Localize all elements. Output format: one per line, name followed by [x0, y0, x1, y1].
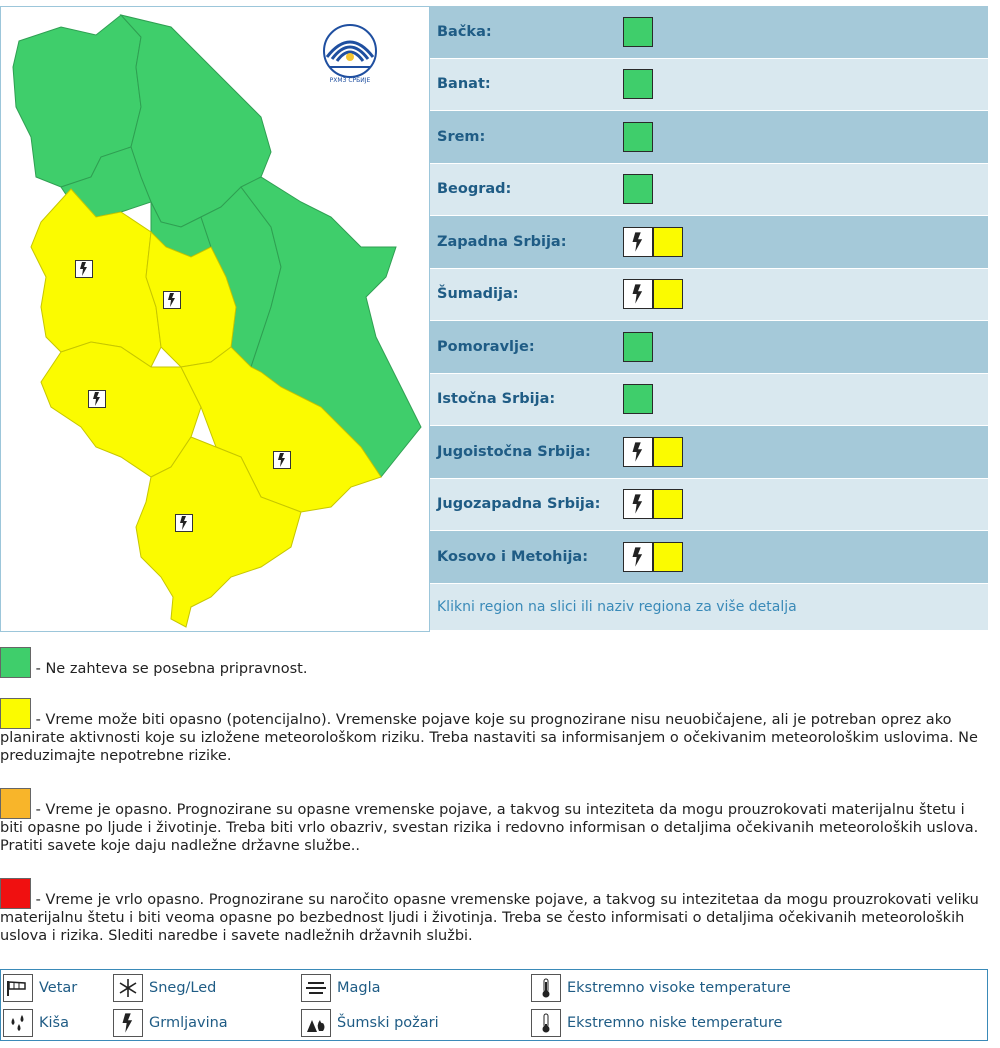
region-name-link[interactable]: Kosovo i Metohija: [437, 548, 589, 565]
region-name-link[interactable]: Srem: [437, 128, 486, 145]
fog-icon [301, 974, 331, 1002]
map-lightning-icon [163, 291, 181, 309]
region-name-link[interactable]: Jugozapadna Srbija: [437, 496, 601, 513]
icon-legend-item: Kiša [3, 1009, 69, 1037]
region-warning [623, 542, 683, 572]
region-warning [623, 174, 653, 204]
orange-swatch [0, 788, 31, 819]
region-map [0, 6, 430, 632]
legend-orange [0, 788, 992, 855]
wind-icon [3, 974, 33, 1002]
warning-level-green [623, 17, 653, 47]
warning-level-yellow [653, 279, 683, 309]
red-swatch [0, 878, 31, 909]
legend-red-text: - Vreme je vrlo opasno. Prognozirane su naročito opasne vremenske pojave, a takvog su intezitetaa da mogu prouzrokovati veliku materijalnu štetu i biti veoma opasne po bezbednost ljudi i životinja. Treba se često informisati o detaljima očekivanih meteoroloških uslova i rizika. Slediti naredbe i savete nadležnih državnih službi. [0, 892, 979, 944]
region-row[interactable] [430, 164, 988, 217]
region-row[interactable] [430, 216, 988, 269]
icon-legend-item: Magla [301, 974, 381, 1002]
region-warning [623, 122, 653, 152]
region-row[interactable] [430, 374, 988, 427]
region-warning [623, 279, 683, 309]
region-row[interactable] [430, 111, 988, 164]
map-lightning-icon [75, 260, 93, 278]
icon-legend-item: Ekstremno niske temperature [531, 1009, 782, 1037]
region-name-link[interactable]: Pomoravlje: [437, 338, 535, 355]
thermometer-low-icon [531, 1009, 561, 1037]
region-table [430, 6, 988, 630]
warning-level-green [623, 174, 653, 204]
icon-legend-item: Šumski požari [301, 1009, 439, 1037]
region-row[interactable] [430, 426, 988, 479]
logo-caption: РХМЗ СРБИЈЕ [329, 77, 371, 84]
region-warning [623, 384, 653, 414]
warning-level-green [623, 122, 653, 152]
warning-level-yellow [653, 489, 683, 519]
warning-level-yellow [653, 437, 683, 467]
legend-red [0, 878, 992, 945]
warning-level-yellow [653, 227, 683, 257]
legend-green-text: - Ne zahteva se posebna pripravnost. [35, 661, 308, 677]
warning-level-green [623, 332, 653, 362]
map-lightning-icon [175, 514, 193, 532]
rhmz-logo [319, 23, 381, 85]
legend-yellow-text: - Vreme može biti opasno (potencijalno). Vremenske pojave koje su prognozirane nisu neuobičajene, ali je potreban oprez ako planirate aktivnosti koje su izložene meteorološkom riziku. Treba nastaviti sa informisanjem o očekivanim meteorološkim uslovima. Ne preduzimajte nepotrebne rizike. [0, 712, 978, 764]
region-warning [623, 17, 653, 47]
icon-legend-item: Vetar [3, 974, 77, 1002]
icon-legend-item: Sneg/Led [113, 974, 216, 1002]
region-row[interactable] [430, 6, 988, 59]
region-name-link[interactable]: Bačka: [437, 23, 492, 40]
serbia-map [1, 7, 429, 631]
region-warning [623, 332, 653, 362]
legend-orange-text: - Vreme je opasno. Prognozirane su opasne vremenske pojave, a takvog su inteziteta da mogu prouzrokovati materijalnu štetu i biti opasne po ljude i životinje. Treba biti vrlo obazriv, svestan rizika i redovno informisan o detaljima očekivanih meteoroloških uslova. Pratiti savete koje daju nadležne državne službe.. [0, 802, 979, 854]
lightning-icon [623, 489, 653, 519]
map-lightning-icon [273, 451, 291, 469]
warning-level-yellow [653, 542, 683, 572]
region-name-link[interactable]: Beograd: [437, 181, 512, 198]
region-warning [623, 489, 683, 519]
yellow-swatch [0, 698, 31, 729]
region-name-link[interactable]: Banat: [437, 76, 491, 93]
region-row[interactable] [430, 321, 988, 374]
region-row[interactable] [430, 531, 988, 584]
warning-level-green [623, 69, 653, 99]
region-warning [623, 437, 683, 467]
forest-fire-icon [301, 1009, 331, 1037]
map-lightning-icon [88, 390, 106, 408]
region-name-link[interactable]: Šumadija: [437, 286, 519, 303]
rain-icon [3, 1009, 33, 1037]
lightning-icon [623, 437, 653, 467]
thermometer-high-icon [531, 974, 561, 1002]
icon-legend [0, 969, 988, 1041]
icon-legend-item: Grmljavina [113, 1009, 228, 1037]
lightning-icon [113, 1009, 143, 1037]
warning-level-green [623, 384, 653, 414]
lightning-icon [623, 542, 653, 572]
region-name-link[interactable]: Istočna Srbija: [437, 391, 556, 408]
region-warning [623, 227, 683, 257]
snow-icon [113, 974, 143, 1002]
table-hint: Klikni region na slici ili naziv regiona za više detalja [430, 584, 988, 630]
lightning-icon [623, 279, 653, 309]
region-name-link[interactable]: Jugoistočna Srbija: [437, 443, 591, 460]
legend-green [0, 647, 992, 678]
lightning-icon [623, 227, 653, 257]
region-row[interactable] [430, 269, 988, 322]
icon-legend-item: Ekstremno visoke temperature [531, 974, 791, 1002]
region-row[interactable] [430, 479, 988, 532]
green-swatch [0, 647, 31, 678]
legend-yellow [0, 698, 992, 765]
region-name-link[interactable]: Zapadna Srbija: [437, 233, 567, 250]
region-row[interactable] [430, 59, 988, 112]
region-warning [623, 69, 653, 99]
